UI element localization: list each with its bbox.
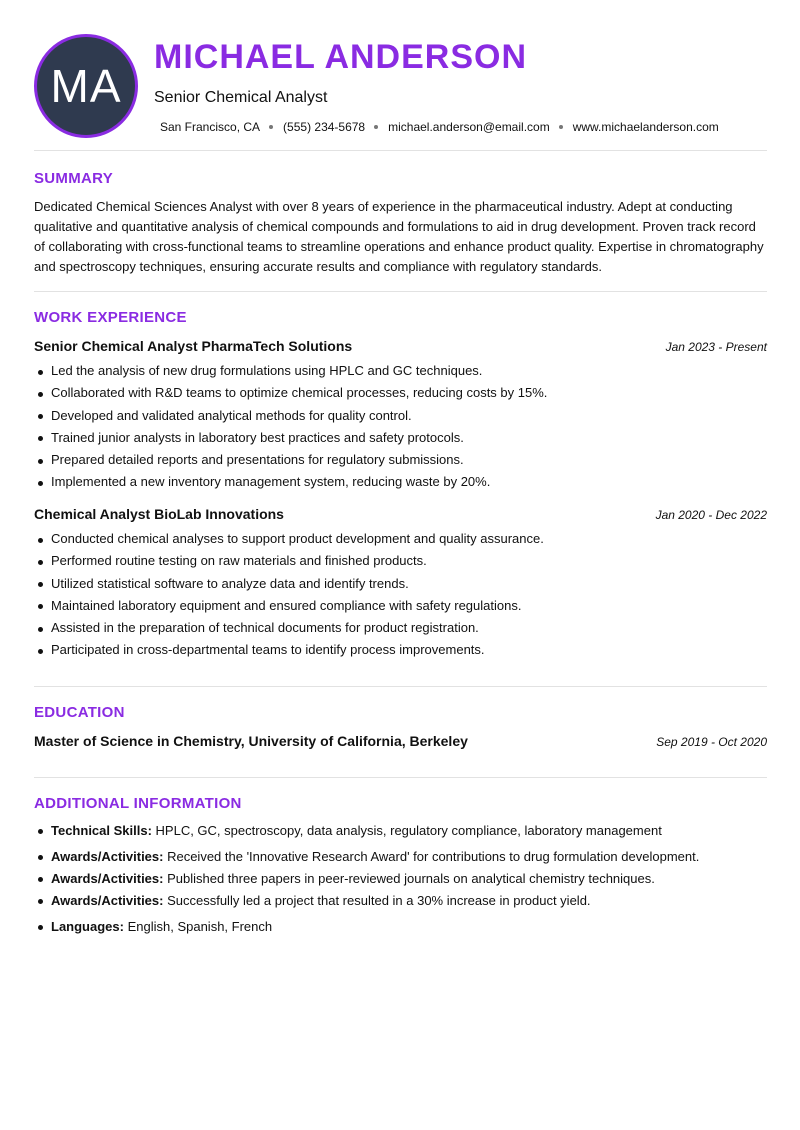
separator-dot (374, 125, 378, 129)
job-bullet-list (34, 528, 767, 662)
education-row (34, 733, 767, 749)
summary-heading: SUMMARY (34, 170, 114, 187)
divider (34, 150, 767, 151)
list-item: Prepared detailed reports and presentations for regulatory submissions. (34, 449, 767, 471)
list-item (34, 846, 767, 868)
info-text: Successfully led a project that resulted in a 30% increase in product yield. (163, 893, 591, 908)
job-role: Chemical Analyst BioLab Innovations (34, 506, 284, 522)
job-header (34, 506, 767, 522)
job-bullet-list (34, 360, 767, 494)
education-heading: EDUCATION (34, 704, 125, 721)
info-label: Awards/Activities: (51, 871, 164, 886)
list-item: Developed and validated analytical methods for quality control. (34, 405, 767, 427)
list-item (34, 890, 767, 912)
info-text: Published three papers in peer-reviewed journals on analytical chemistry techniques. (163, 871, 655, 886)
additional-info-list (34, 820, 767, 938)
info-label: Awards/Activities: (51, 893, 164, 908)
job-date: Jan 2020 - Dec 2022 (655, 508, 767, 522)
list-item: Maintained laboratory equipment and ensured compliance with safety regulations. (34, 595, 767, 617)
list-item: Conducted chemical analyses to support product development and quality assurance. (34, 528, 767, 550)
additional-info-heading: ADDITIONAL INFORMATION (34, 795, 242, 812)
list-item (34, 868, 767, 890)
contact-email[interactable]: michael.anderson@email.com (388, 120, 550, 134)
job-date: Jan 2023 - Present (665, 340, 767, 354)
list-item: Led the analysis of new drug formulations using HPLC and GC techniques. (34, 360, 767, 382)
avatar (34, 34, 138, 138)
divider (34, 291, 767, 292)
job-role: Senior Chemical Analyst PharmaTech Solutions (34, 338, 353, 354)
info-label: Languages: (51, 919, 124, 934)
list-item: Assisted in the preparation of technical documents for product registration. (34, 617, 767, 639)
list-item: Collaborated with R&D teams to optimize chemical processes, reducing costs by 15%. (34, 382, 767, 404)
contact-location: San Francisco, CA (160, 120, 261, 134)
separator-dot (269, 125, 273, 129)
list-item (34, 916, 767, 938)
divider (34, 686, 767, 687)
info-text: Received the 'Innovative Research Award' for contributions to drug formulation development. (163, 849, 700, 864)
list-item (34, 820, 767, 842)
education-date: Sep 2019 - Oct 2020 (656, 735, 767, 749)
list-item: Performed routine testing on raw materials and finished products. (34, 550, 767, 572)
education-degree: Master of Science in Chemistry, University of California, Berkeley (34, 733, 468, 749)
work-experience-heading: WORK EXPERIENCE (34, 309, 187, 326)
info-text: English, Spanish, French (123, 919, 273, 934)
list-item: Implemented a new inventory management system, reducing waste by 20%. (34, 471, 767, 493)
contact-bar (160, 120, 760, 134)
info-text: HPLC, GC, spectroscopy, data analysis, regulatory compliance, laboratory management (151, 823, 662, 838)
avatar-initials: MA (50, 60, 122, 112)
list-item: Utilized statistical software to analyze data and identify trends. (34, 573, 767, 595)
list-item: Trained junior analysts in laboratory best practices and safety protocols. (34, 427, 767, 449)
summary-text: Dedicated Chemical Sciences Analyst with over 8 years of experience in the pharmaceutical industry. Adept at conducting qualitative and quantitative analysis of chemical compounds and formulations to aid in drug development. Proven track record of collaborating with cross-functional teams to streamline operations and enhance product quality. Expertise in chromatography and spectroscopy techniques, ensuring accurate results and compliance with regulatory standards. (34, 199, 764, 274)
candidate-title: Senior Chemical Analyst (154, 89, 328, 106)
separator-dot (559, 125, 563, 129)
info-label: Awards/Activities: (51, 849, 164, 864)
contact-phone: (555) 234-5678 (283, 120, 366, 134)
list-item: Participated in cross-departmental teams to identify process improvements. (34, 639, 767, 661)
info-label: Technical Skills: (51, 823, 152, 838)
divider (34, 777, 767, 778)
job-header (34, 338, 767, 354)
contact-website[interactable]: www.michaelanderson.com (572, 120, 719, 134)
candidate-name: MICHAEL ANDERSON (154, 38, 528, 76)
